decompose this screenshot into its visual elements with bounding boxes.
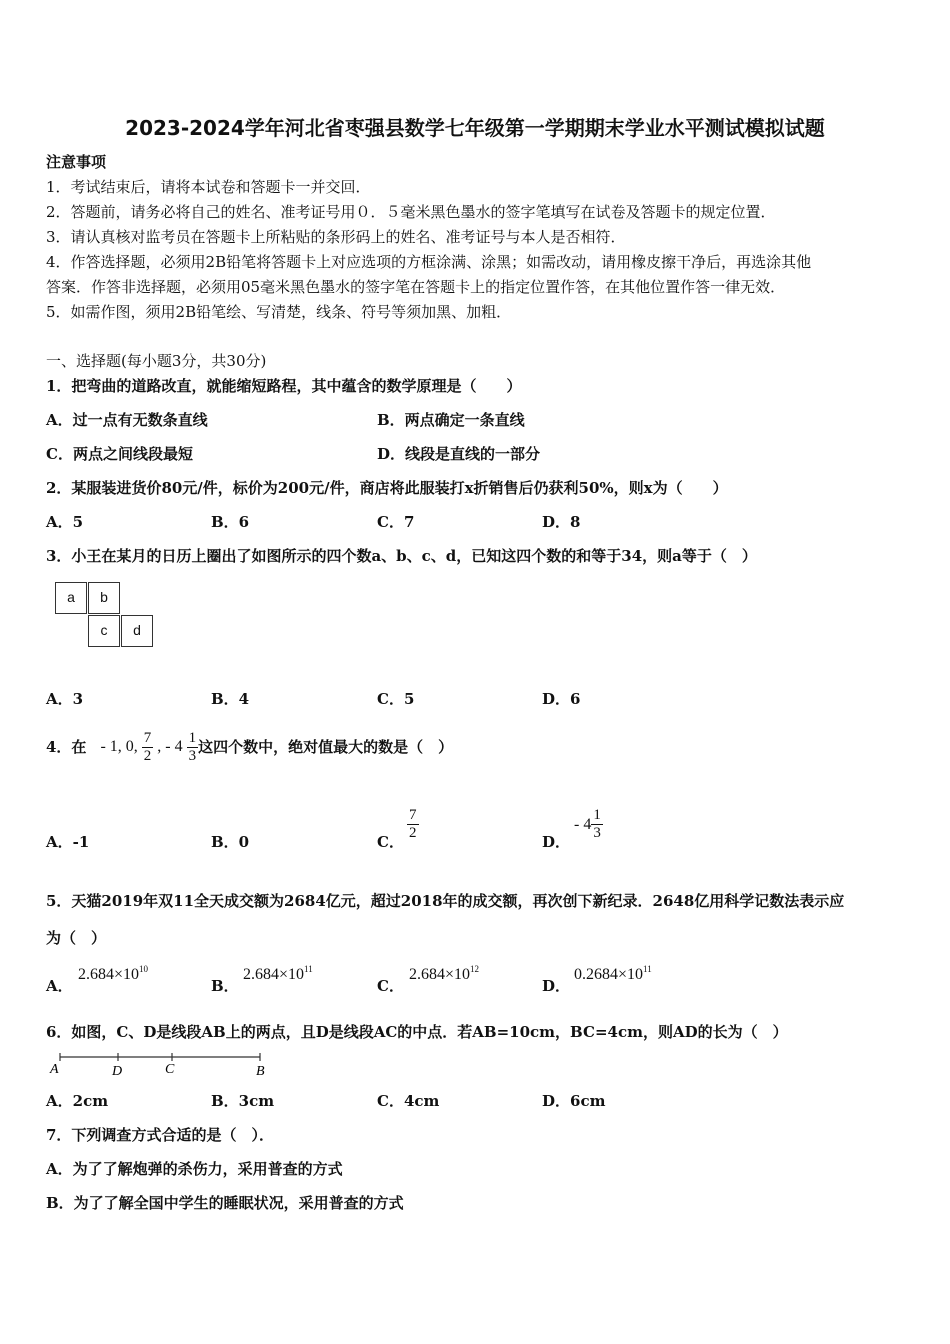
q4-option-b: B．0 xyxy=(211,833,250,851)
q5-option-a-value: $2.684\times 10^{10}$ xyxy=(78,964,149,983)
note-item: 5．如需作图，须用2B铅笔绘、写清楚，线条、符号等须加黑、加粗． xyxy=(46,303,512,321)
q4-list-pre: - 1, 0, xyxy=(100,738,138,755)
q4-option-d: D． xyxy=(542,833,571,851)
point-label-b: B xyxy=(256,1064,265,1079)
q5-option-c-value: $2.684\times 10^{12}$ xyxy=(409,964,480,983)
question-2-stem: 2．某服装进货价80元/件，标价为200元/件，商店将此服装打x折销售后仍获利50%，则x为（ ） xyxy=(46,479,728,497)
section-heading: 一、选择题(每小题3分，共30分) xyxy=(46,352,267,370)
q1-option-a: A．过一点有无数条直线 xyxy=(46,411,208,429)
notes-heading: 注意事项 xyxy=(46,153,107,171)
q7-option-a: A．为了了解炮弹的杀伤力，采用普查的方式 xyxy=(46,1160,343,1178)
question-1-stem: 1．把弯曲的道路改直，就能缩短路程，其中蕴含的数学原理是（ ） xyxy=(46,377,522,395)
q3-option-b: B．4 xyxy=(211,690,250,708)
question-4-stem xyxy=(46,727,453,767)
q3-option-d: D．6 xyxy=(542,690,581,708)
q6-option-d: D．6cm xyxy=(542,1092,606,1110)
q5-option-d-value: $0.2684\times 10^{11}$ xyxy=(574,964,652,983)
page-title: 2023-2024学年河北省枣强县数学七年级第一学期期末学业水平测试模拟试题 xyxy=(125,116,825,140)
point-label-d: D xyxy=(112,1064,123,1079)
q4-stem-suffix: 这四个数中，绝对值最大的数是（ ） xyxy=(198,738,454,756)
note-item: 答案．作答非选择题，必须用05毫米黑色墨水的签字笔在答题卡上的指定位置作答，在其他位置作答一律无效． xyxy=(46,278,786,296)
q4-stem-prefix: 4．在 xyxy=(46,738,87,756)
q6-option-c: C．4cm xyxy=(377,1092,440,1110)
q6-option-b: B．3cm xyxy=(211,1092,275,1110)
q5-option-c: C． xyxy=(377,977,404,995)
note-item: 3．请认真核对监考员在答题卡上所粘贴的条形码上的姓名、准考证号与本人是否相符． xyxy=(46,228,626,246)
segment-diagram xyxy=(46,1050,276,1080)
q5-option-d: D． xyxy=(542,977,571,995)
q4-list-mid: , - 4 xyxy=(157,738,183,755)
q3-option-a: A．3 xyxy=(46,690,84,708)
question-5-stem: 5．天猫2019年双11全天成交额为2684亿元，超过2018年的成交额，再次创下新纪录．2648亿用科学记数法表示应 xyxy=(46,892,845,910)
calendar-cell-d: d xyxy=(121,615,153,647)
note-item: 4．作答选择题，必须用2B铅笔将答题卡上对应选项的方框涂满、涂黑；如需改动，请用橡皮擦干净后，再选涂其他 xyxy=(46,253,812,271)
q4-option-c-value: $\frac{7}{2}$ xyxy=(409,807,417,841)
q3-option-c: C．5 xyxy=(377,690,415,708)
q4-fraction-7-2: $\frac{7}{2}$ xyxy=(143,729,152,764)
q4-option-d-value: - 4 $\frac{1}{3}$ xyxy=(574,807,601,841)
q4-option-a: A．-1 xyxy=(46,833,90,851)
q2-option-a: A．5 xyxy=(46,513,84,531)
q1-option-b: B．两点确定一条直线 xyxy=(377,411,525,429)
q5-option-a: A． xyxy=(46,977,73,995)
q4-option-c: C． xyxy=(377,833,404,851)
calendar-cell-b: b xyxy=(88,582,120,614)
question-3-stem: 3．小王在某月的日历上圈出了如图所示的四个数a、b、c、d，已知这四个数的和等于34，则a等于（ ） xyxy=(46,547,757,565)
q2-option-b: B．6 xyxy=(211,513,250,531)
q6-option-a: A．2cm xyxy=(46,1092,109,1110)
q7-option-b: B．为了了解全国中学生的睡眠状况，采用普查的方式 xyxy=(46,1194,404,1212)
q5-option-b-value: $2.684\times 10^{11}$ xyxy=(243,964,313,983)
point-label-c: C xyxy=(165,1062,175,1077)
q1-option-d: D．线段是直线的一部分 xyxy=(377,445,541,463)
calendar-cell-a: a xyxy=(55,582,87,614)
q2-option-c: C．7 xyxy=(377,513,415,531)
q1-option-c: C．两点之间线段最短 xyxy=(46,445,193,463)
q4-number-list xyxy=(100,727,198,767)
question-7-stem: 7．下列调查方式合适的是（ ）． xyxy=(46,1126,274,1144)
question-6-stem: 6．如图，C、D是线段AB上的两点，且D是线段AC的中点．若AB=10cm，BC=4cm，则AD的长为（ ） xyxy=(46,1023,788,1041)
note-item: 1．考试结束后，请将本试卷和答题卡一并交回． xyxy=(46,178,371,196)
q5-option-b: B． xyxy=(211,977,239,995)
q4-fraction-1-3: $\frac{1}{3}$ xyxy=(188,729,197,764)
note-item: 2．答题前，请务必将自己的姓名、准考证号用０．５毫米黑色墨水的签字笔填写在试卷及答题卡的规定位置． xyxy=(46,203,776,221)
question-5-stem-cont: 为（ ） xyxy=(46,929,107,947)
point-label-a: A xyxy=(50,1062,59,1077)
q2-option-d: D．8 xyxy=(542,513,581,531)
calendar-cell-c: c xyxy=(88,615,120,647)
